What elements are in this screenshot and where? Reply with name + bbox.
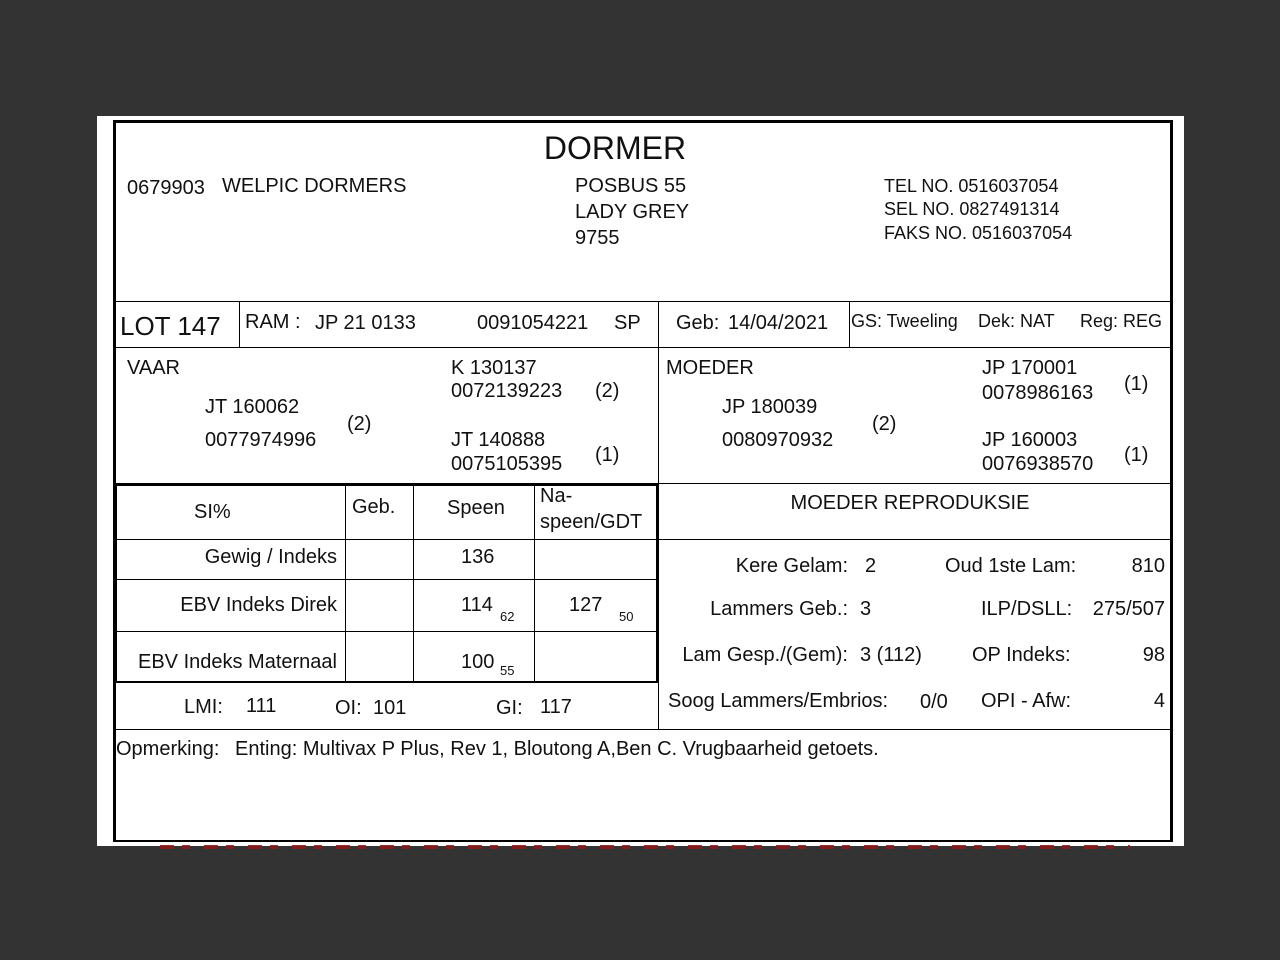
row-label-gewig: Gewig / Indeks (204, 546, 337, 568)
birth-date: 14/04/2021 (728, 312, 829, 334)
dam-mark: (2) (872, 413, 897, 435)
rule-si-bottom (115, 681, 659, 683)
oi-label: OI: (335, 697, 362, 719)
address-line1: POSBUS 55 (575, 175, 687, 197)
sel-number: SEL NO. 0827491314 (884, 199, 1060, 219)
rule-indices (115, 729, 1172, 730)
maternaal-speen: 100 (461, 651, 495, 673)
lot-number: LOT 147 (120, 311, 221, 341)
rule-si-col3 (534, 485, 535, 682)
direk-speen: 114 (461, 594, 493, 616)
address-line3: 9755 (575, 227, 620, 249)
dam-sire-mark: (1) (1124, 373, 1149, 395)
rule-si-row2 (115, 631, 658, 632)
ram-reg-number: 0091054221 (477, 312, 589, 334)
row-label-direk: EBV Indeks Direk (180, 594, 337, 616)
sire-sire-mark: (2) (595, 380, 620, 402)
breeder-name: WELPIC DORMERS (222, 175, 407, 197)
gs-status: GS: Tweeling (851, 311, 958, 331)
cut-text-fragment (160, 845, 1130, 849)
ram-id: JP 21 0133 (315, 312, 416, 334)
sire-dam-id: JT 140888 (451, 429, 546, 451)
rule-geb-divider (849, 302, 850, 347)
speen-header: Speen (447, 497, 505, 519)
geb-header: Geb. (352, 496, 396, 518)
kere-label: Kere Gelam: (735, 555, 848, 577)
row-label-maternaal: EBV Indeks Maternaal (138, 651, 337, 673)
direk-naspeen: 127 (569, 594, 603, 616)
ilp-label: ILP/DSLL: (981, 598, 1073, 620)
op-value: 98 (1142, 644, 1165, 666)
ilp-value: 275/507 (1092, 598, 1165, 620)
rule-header (115, 301, 1172, 302)
remark-text: Enting: Multivax P Plus, Rev 1, Bloutong A,Ben C. Vrugbaarheid getoets. (235, 738, 879, 760)
kere-value: 2 (865, 555, 877, 577)
breed-title: DORMER (543, 130, 687, 166)
lmi-value: 111 (246, 695, 277, 717)
address-line2: LADY GREY (575, 201, 690, 223)
tel-number: TEL NO. 0516037054 (884, 176, 1059, 196)
reg-status: Reg: REG (1080, 311, 1163, 331)
dam-dam-id: JP 160003 (982, 429, 1078, 451)
sire-label: VAAR (127, 357, 180, 379)
direk-naspeen-accuracy: 50 (619, 609, 634, 624)
reproduction-title: MOEDER REPRODUKSIE (790, 492, 1030, 514)
naspeen-header-line1: Na- (540, 485, 573, 507)
gewig-speen: 136 (461, 546, 495, 568)
gi-value: 117 (540, 696, 572, 718)
remark-label: Opmerking: (116, 738, 220, 760)
dek-status: Dek: NAT (978, 311, 1055, 331)
soog-label: Soog Lammers/Embrios: (668, 690, 889, 712)
oi-value: 101 (373, 697, 407, 719)
dam-dam-mark: (1) (1124, 444, 1149, 466)
gi-label: GI: (496, 697, 523, 719)
rule-repro-head (658, 539, 1172, 540)
rule-si-top (115, 484, 658, 486)
sire-number: 0077974996 (205, 429, 317, 451)
rule-si-row1 (115, 579, 658, 580)
dam-number: 0080970932 (722, 429, 834, 451)
breeder-number: 0679903 (127, 177, 205, 199)
dam-id: JP 180039 (722, 396, 818, 418)
rule-center-divider (658, 302, 659, 729)
faks-number: FAKS NO. 0516037054 (884, 223, 1073, 243)
si-header: SI% (194, 501, 231, 523)
sire-dam-mark: (1) (595, 444, 620, 466)
ram-code: SP (614, 312, 641, 334)
rule-lot-divider (239, 302, 240, 347)
opi-label: OPI - Afw: (981, 690, 1072, 712)
sire-sire-number: 0072139223 (451, 380, 563, 402)
ram-label: RAM : (245, 311, 301, 333)
op-label: OP Indeks: (972, 644, 1071, 666)
lammers-label: Lammers Geb.: (710, 598, 848, 620)
rule-si-col2 (413, 485, 414, 682)
dam-sire-number: 0078986163 (982, 382, 1094, 404)
maternaal-speen-accuracy: 55 (500, 663, 515, 678)
dam-dam-number: 0076938570 (982, 453, 1094, 475)
lammers-value: 3 (860, 598, 872, 620)
sire-dam-number: 0075105395 (451, 453, 563, 475)
oud-label: Oud 1ste Lam: (945, 555, 1077, 577)
rule-lot (115, 347, 1172, 348)
sire-mark: (2) (347, 413, 372, 435)
direk-speen-accuracy: 62 (500, 609, 515, 624)
rule-si-head (115, 539, 658, 540)
sire-sire-id: K 130137 (451, 357, 537, 379)
dam-sire-id: JP 170001 (982, 357, 1078, 379)
dam-label: MOEDER (666, 357, 754, 379)
lmi-label: LMI: (184, 696, 223, 718)
opi-value: 4 (1153, 690, 1165, 712)
oud-value: 810 (1131, 555, 1165, 577)
gesp-value: 3 (112) (860, 644, 922, 666)
rule-si-col1 (345, 485, 346, 682)
sire-id: JT 160062 (205, 396, 300, 418)
naspeen-header-line2: speen/GDT (540, 511, 643, 533)
soog-value: 0/0 (920, 691, 948, 713)
gesp-label: Lam Gesp./(Gem): (682, 644, 848, 666)
birth-label: Geb: (676, 312, 720, 334)
